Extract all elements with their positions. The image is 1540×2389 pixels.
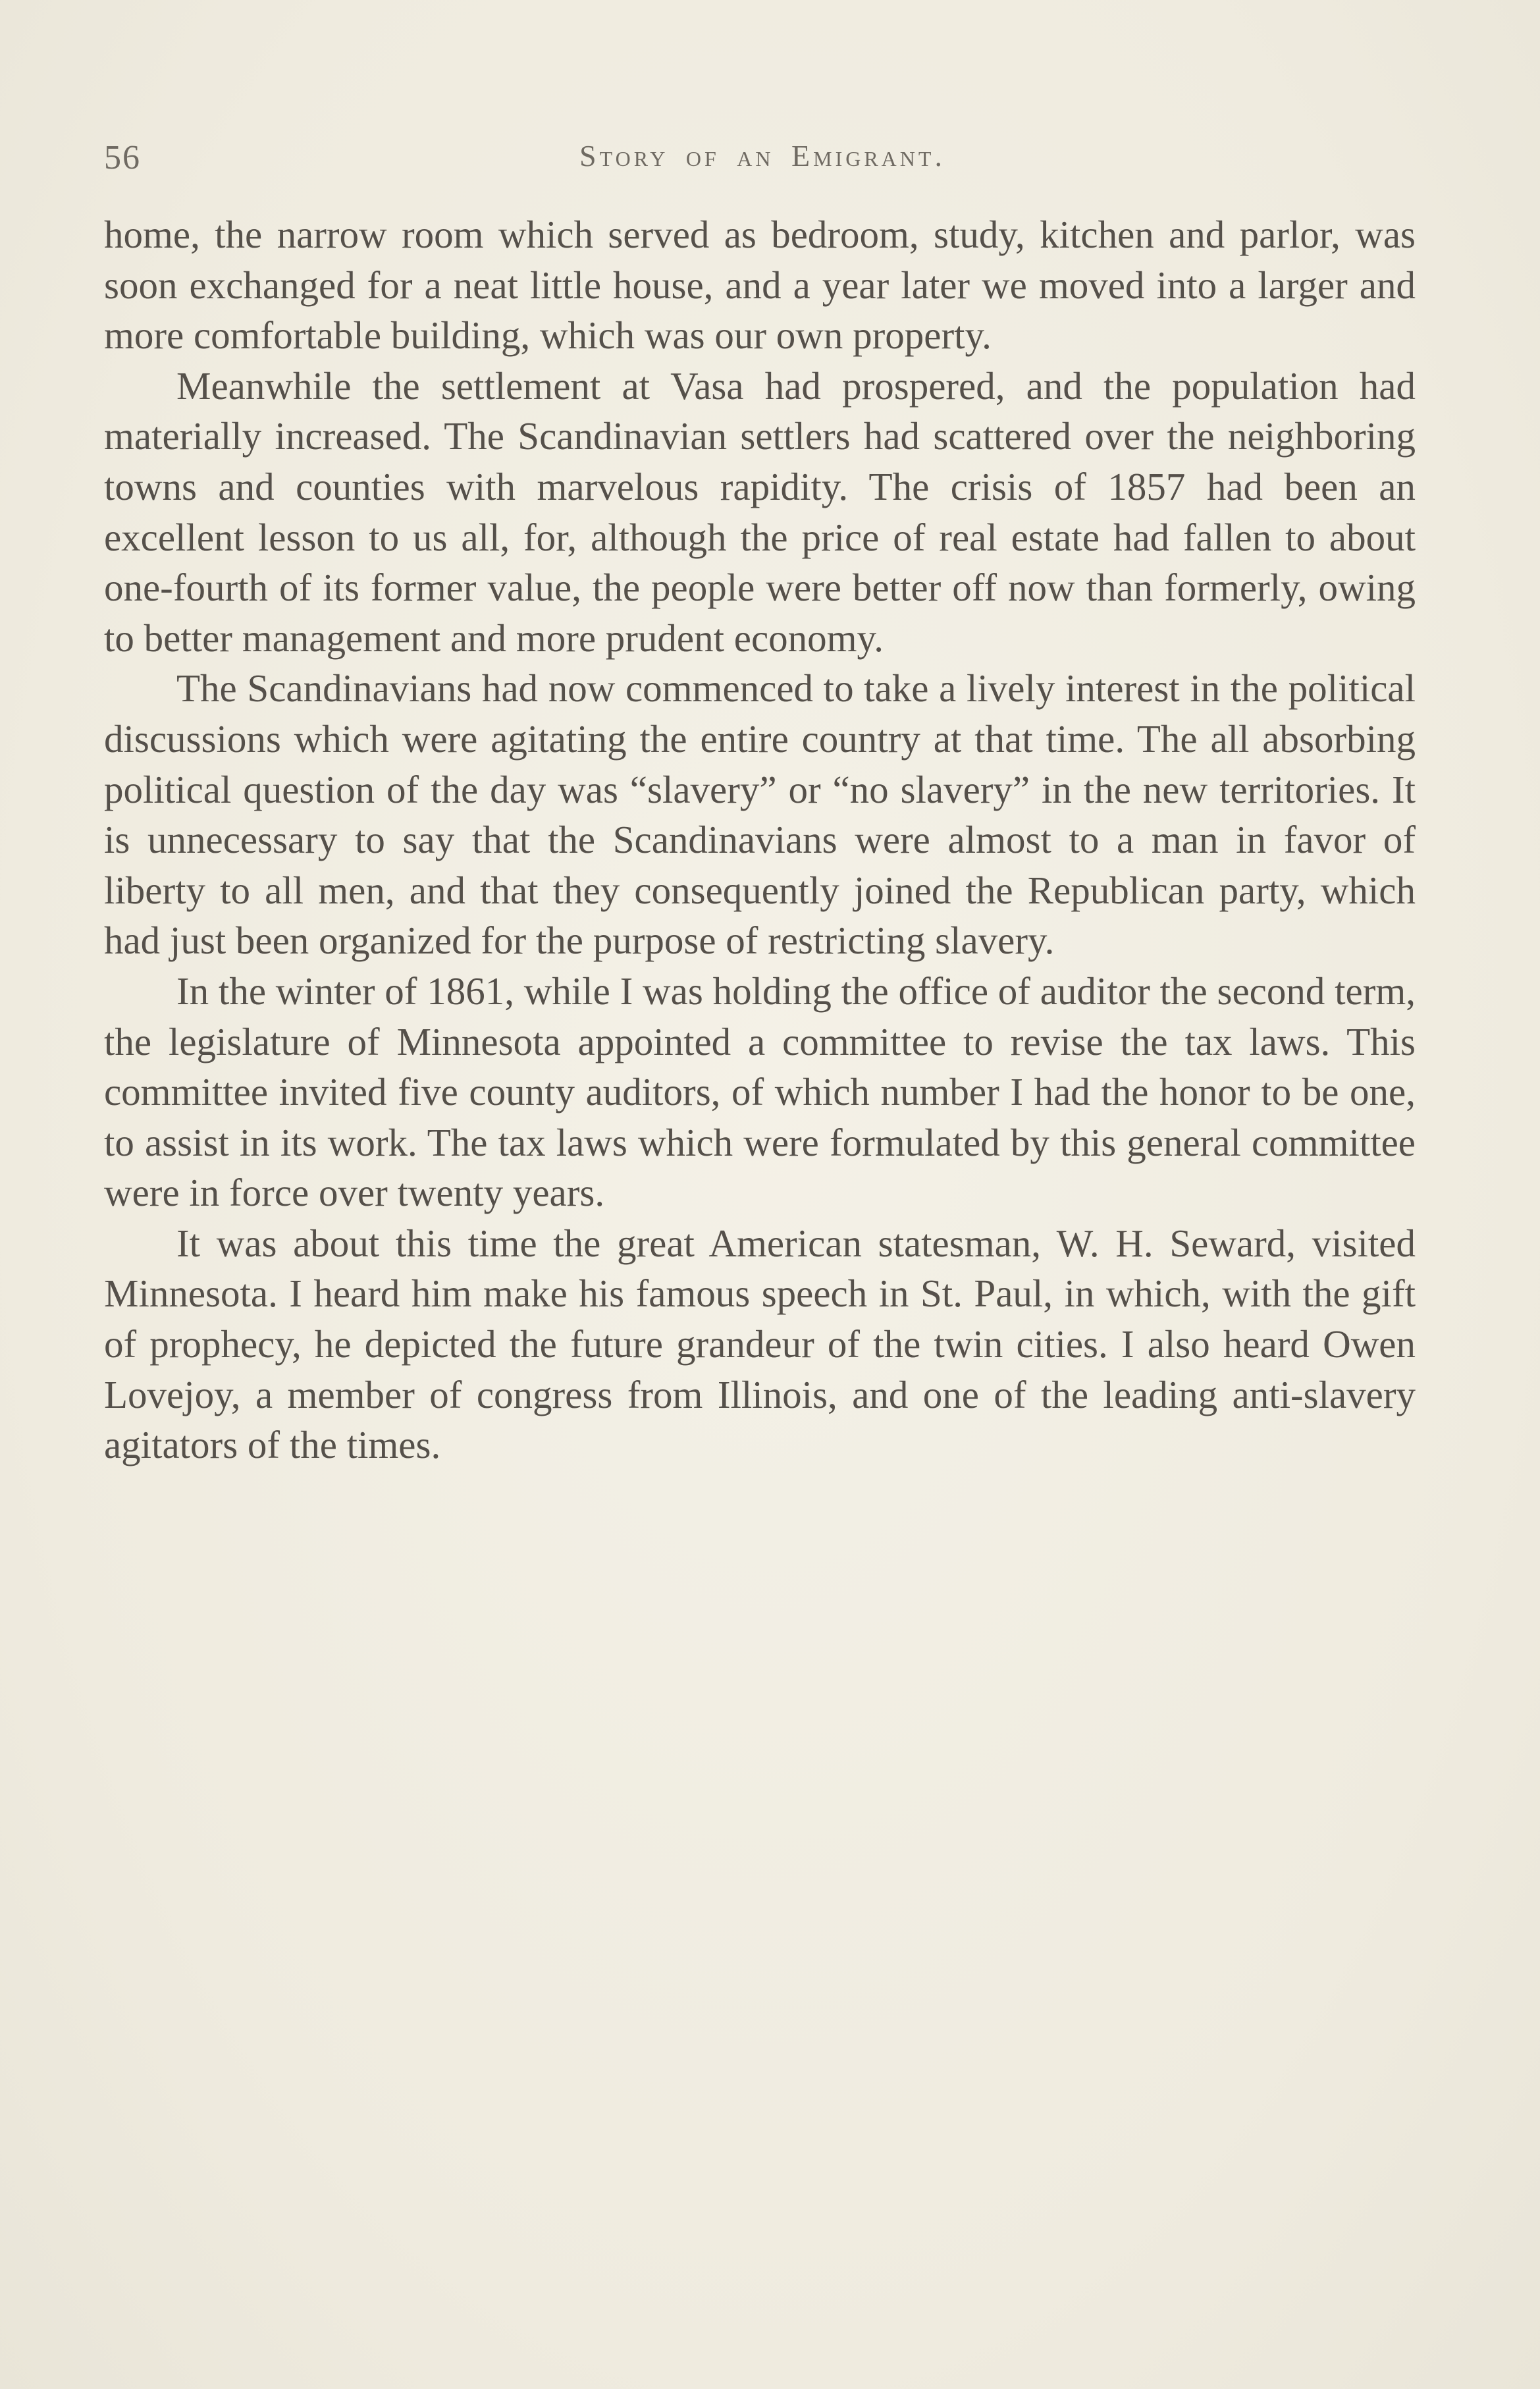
page-number: 56 bbox=[104, 139, 141, 176]
paragraph: In the winter of 1861, while I was holding the office of auditor the second term, the legislature of Minnesota appointed a committee to revise the tax laws. This committee invited five county auditors, of which number I had the honor to be one, to assist in its work. The tax laws which were formulated by this general committee were in force over twenty years. bbox=[104, 969, 1416, 1215]
page-header bbox=[104, 138, 1421, 184]
running-title: Story of an Emigrant. bbox=[579, 139, 945, 173]
paragraph: It was about this time the great American statesman, W. H. Seward, visited Minnesota. I heard him make his famous speech in St. Paul, in which, with the gift of prophecy, he depicted the future grandeur of the twin cities. I also heard Owen Lovejoy, a member of congress from Illinois, and one of the leading anti-slavery agitators of the times. bbox=[104, 1221, 1416, 1467]
paragraph: home, the narrow room which served as bedroom, study, kitchen and parlor, was soon exchanged for a neat little house, and a year later we moved into a larger and more comfortable building, which was our own property. bbox=[104, 213, 1416, 358]
paragraph: Meanwhile the settlement at Vasa had prospered, and the population had materially increased. The Scandinavian settlers had scattered over the neighboring towns and counties with marvelous rapidity. The crisis of 1857 had been an excellent lesson to us all, for, although the price of real estate had fallen to about one-fourth of its former value, the people were better off now than formerly, owing to better management and more prudent economy. bbox=[104, 363, 1416, 660]
body-text bbox=[104, 209, 1416, 1470]
paragraph: The Scandinavians had now commenced to take a lively interest in the political discussions which were agitating the entire country at that time. The all absorbing political question of the day was “slavery” or “no slavery” in the new territories. It is unnecessary to say that the Scandinavians were almost to a man in favor of liberty to all men, and that they consequently joined the Republican party, which had just been organized for the purpose of restricting slavery. bbox=[104, 666, 1416, 963]
